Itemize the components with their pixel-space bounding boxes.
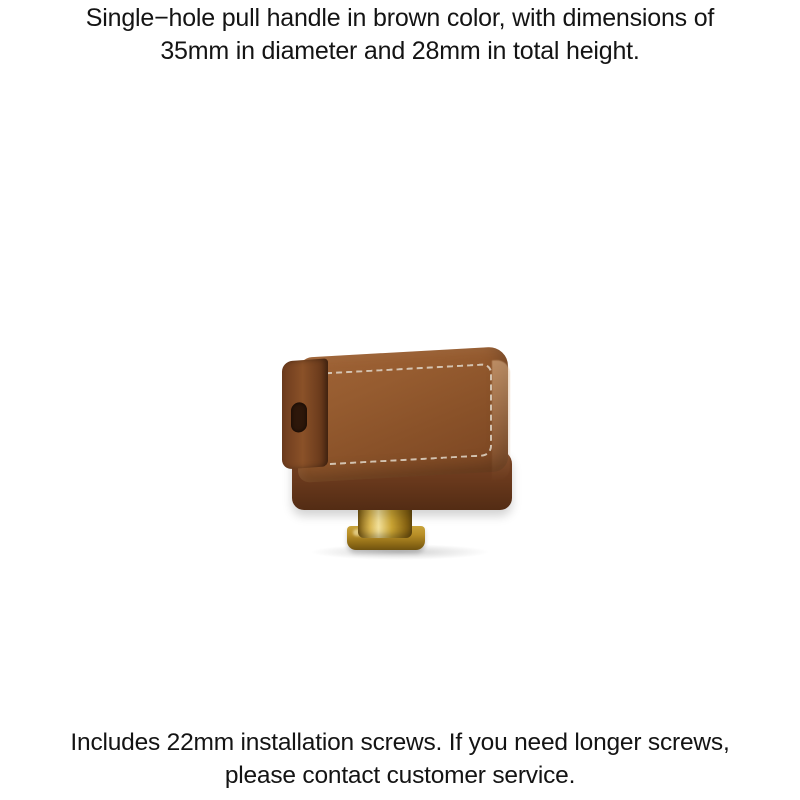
- leather-edge-highlight: [492, 360, 510, 481]
- stitching-outline: [316, 363, 492, 466]
- leather-top-face: [298, 346, 508, 483]
- leather-strap-loop: [282, 358, 328, 469]
- strap-slot: [291, 402, 307, 433]
- product-description-bottom: Includes 22mm installation screws. If you need longer screws, please contact customer service.: [70, 729, 730, 789]
- product-photo: [270, 330, 550, 580]
- product-description-top: Single−hole pull handle in brown color, with dimensions of 35mm in diameter and 28mm in total height.: [85, 4, 715, 65]
